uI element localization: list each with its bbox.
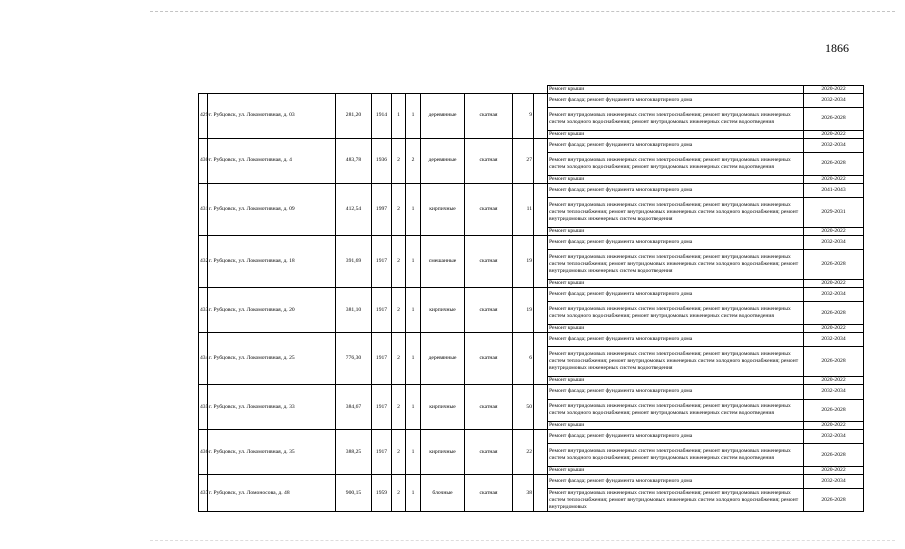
wall-material-cell: блочные [421, 475, 465, 512]
house-number-cell: 432 [199, 236, 208, 288]
work-cell: Ремонт внутридомовых инженерных систем электроснабжения; ремонт внутридомовых инженерных систем холодного водоснабжения; ремонт внутридомовых инженерных систем водоотведения [548, 153, 804, 176]
period-cell: 2020-2022 [804, 86, 864, 94]
leading-blank-cell [199, 86, 548, 94]
year-cell: 1959 [372, 475, 392, 512]
blank-cell [534, 430, 548, 475]
area-cell: 483,78 [336, 138, 372, 183]
period-cell: 2026-2028 [804, 399, 864, 422]
blank-cell [534, 475, 548, 512]
blank-cell [534, 183, 548, 235]
period-cell: 2026-2028 [804, 302, 864, 325]
period-cell: 2032-2034 [804, 93, 864, 107]
entrances-cell: 1 [406, 333, 421, 385]
blank-cell [534, 93, 548, 138]
residents-cell: 50 [513, 385, 534, 430]
period-cell: 2020-2022 [804, 227, 864, 235]
wall-material-cell: кирпичные [421, 385, 465, 430]
work-cell: Ремонт внутридомовых инженерных систем электроснабжения; ремонт внутридомовых инженерных систем теплоснабжения; ремонт внутридомовых инженерных систем холодного водоснабжения; ремонт внутридомовых инженерных систем водоотведения [548, 250, 804, 280]
work-cell: Ремонт внутридомовых инженерных систем электроснабжения; ремонт внутридомовых инженерных систем теплоснабжения; ремонт внутридомовых инженерных систем холодного водоснабжения; ремонт внутридомовых [548, 489, 804, 512]
period-cell: 2029-2031 [804, 198, 864, 228]
period-cell: 2032-2034 [804, 236, 864, 250]
work-cell: Ремонт крыши [548, 280, 804, 288]
year-cell: 1936 [372, 138, 392, 183]
residents-cell: 19 [513, 236, 534, 288]
address-cell: г. Рубцовск, ул. Локомотивная, д. 09 [208, 183, 336, 235]
floors-cell: 2 [392, 236, 406, 288]
wall-material-cell: деревянные [421, 138, 465, 183]
table-row [199, 288, 864, 302]
bottom-scan-rule [150, 540, 895, 541]
house-number-cell: 434 [199, 333, 208, 385]
address-cell: г. Рубцовск, ул. Локомотивная, д. 4 [208, 138, 336, 183]
period-cell: 2032-2034 [804, 288, 864, 302]
work-cell: Ремонт крыши [548, 324, 804, 332]
year-cell: 1917 [372, 430, 392, 475]
roof-type-cell: скатная [465, 475, 513, 512]
roof-type-cell: скатная [465, 430, 513, 475]
area-cell: 900,15 [336, 475, 372, 512]
blank-cell [534, 138, 548, 183]
work-cell: Ремонт крыши [548, 227, 804, 235]
top-scan-rule [150, 11, 895, 12]
floors-cell: 2 [392, 183, 406, 235]
wall-material-cell: деревянные [421, 333, 465, 385]
roof-type-cell: скатная [465, 183, 513, 235]
work-cell: Ремонт крыши [548, 467, 804, 475]
work-cell: Ремонт внутридомовых инженерных систем электроснабжения; ремонт внутридомовых инженерных систем теплоснабжения; ремонт внутридомовых инженерных систем холодного водоснабжения; ремонт внутридомовых инженерных систем водоотведения [548, 198, 804, 228]
work-cell: Ремонт фасада; ремонт фундамента многоквартирного дома [548, 183, 804, 197]
residents-cell: 11 [513, 183, 534, 235]
year-cell: 1997 [372, 183, 392, 235]
house-number-cell: 435 [199, 385, 208, 430]
table-row [199, 138, 864, 152]
floors-cell: 2 [392, 475, 406, 512]
floors-cell: 2 [392, 288, 406, 333]
work-cell: Ремонт фасада; ремонт фундамента многоквартирного дома [548, 430, 804, 444]
area-cell: 776,30 [336, 333, 372, 385]
period-cell: 2020-2022 [804, 175, 864, 183]
house-number-cell: 430 [199, 138, 208, 183]
work-cell: Ремонт фасада; ремонт фундамента многоквартирного дома [548, 385, 804, 399]
table-row [199, 430, 864, 444]
roof-type-cell: скатная [465, 385, 513, 430]
period-cell: 2020-2022 [804, 467, 864, 475]
area-cell: 412,54 [336, 183, 372, 235]
period-cell: 2026-2028 [804, 108, 864, 131]
address-cell: г. Рубцовск, ул. Ломоносова, д. 48 [208, 475, 336, 512]
address-cell: г. Рубцовск, ул. Локомотивная, д. 25 [208, 333, 336, 385]
house-number-cell: 436 [199, 430, 208, 475]
period-cell: 2026-2028 [804, 444, 864, 467]
period-cell: 2026-2028 [804, 153, 864, 176]
roof-type-cell: скатная [465, 138, 513, 183]
table-body [199, 86, 864, 512]
entrances-cell: 1 [406, 385, 421, 430]
work-cell: Ремонт фасада; ремонт фундамента многоквартирного дома [548, 475, 804, 489]
roof-type-cell: скатная [465, 93, 513, 138]
year-cell: 1917 [372, 333, 392, 385]
entrances-cell: 1 [406, 288, 421, 333]
area-cell: 381,10 [336, 288, 372, 333]
entrances-cell: 1 [406, 236, 421, 288]
floors-cell: 2 [392, 385, 406, 430]
wall-material-cell: кирпичные [421, 183, 465, 235]
area-cell: 384,67 [336, 385, 372, 430]
work-cell: Ремонт крыши [548, 86, 804, 94]
period-cell: 2020-2022 [804, 280, 864, 288]
table-row [199, 236, 864, 250]
period-cell: 2032-2034 [804, 430, 864, 444]
period-cell: 2041-2043 [804, 183, 864, 197]
work-cell: Ремонт фасада; ремонт фундамента многоквартирного дома [548, 236, 804, 250]
period-cell: 2026-2028 [804, 347, 864, 377]
entrances-cell: 1 [406, 183, 421, 235]
period-cell: 2020-2022 [804, 377, 864, 385]
work-cell: Ремонт крыши [548, 422, 804, 430]
blank-cell [534, 333, 548, 385]
work-cell: Ремонт внутридомовых инженерных систем электроснабжения; ремонт внутридомовых инженерных систем холодного водоснабжения; ремонт внутридомовых инженерных систем водоотведения [548, 399, 804, 422]
roof-type-cell: скатная [465, 333, 513, 385]
period-cell: 2020-2022 [804, 324, 864, 332]
address-cell: г. Рубцовск, ул. Локомотивная, д. 20 [208, 288, 336, 333]
year-cell: 1917 [372, 385, 392, 430]
house-number-cell: 437 [199, 475, 208, 512]
floors-cell: 2 [392, 138, 406, 183]
area-cell: 391,69 [336, 236, 372, 288]
residents-cell: 9 [513, 93, 534, 138]
period-cell: 2026-2028 [804, 250, 864, 280]
work-cell: Ремонт фасада; ремонт фундамента многоквартирного дома [548, 333, 804, 347]
period-cell: 2032-2034 [804, 138, 864, 152]
wall-material-cell: кирпичные [421, 288, 465, 333]
address-cell: г. Рубцовск, ул. Локомотивная, д. 18 [208, 236, 336, 288]
period-cell: 2032-2034 [804, 333, 864, 347]
work-cell: Ремонт фасада; ремонт фундамента многоквартирного дома [548, 138, 804, 152]
wall-material-cell: кирпичные [421, 430, 465, 475]
residents-cell: 27 [513, 138, 534, 183]
year-cell: 1917 [372, 236, 392, 288]
house-number-cell: 433 [199, 288, 208, 333]
floors-cell: 1 [392, 93, 406, 138]
period-cell: 2020-2022 [804, 422, 864, 430]
work-cell: Ремонт крыши [548, 175, 804, 183]
house-number-cell: 429 [199, 93, 208, 138]
wall-material-cell: смешанные [421, 236, 465, 288]
table-row [199, 183, 864, 197]
residents-cell: 6 [513, 333, 534, 385]
page-number: 1866 [825, 41, 849, 55]
floors-cell: 2 [392, 430, 406, 475]
table-row [199, 333, 864, 347]
work-cell: Ремонт внутридомовых инженерных систем электроснабжения; ремонт внутридомовых инженерных систем теплоснабжения; ремонт внутридомовых инженерных систем холодного водоснабжения; ремонт внутридомовых инженерных систем водоотведения [548, 347, 804, 377]
residents-cell: 19 [513, 288, 534, 333]
entrances-cell: 1 [406, 475, 421, 512]
wall-material-cell: деревянные [421, 93, 465, 138]
work-cell: Ремонт фасада; ремонт фундамента многоквартирного дома [548, 288, 804, 302]
capital-repair-table [198, 85, 864, 512]
blank-cell [534, 385, 548, 430]
residents-cell: 22 [513, 430, 534, 475]
work-cell: Ремонт крыши [548, 130, 804, 138]
leading-work-row [199, 86, 864, 94]
blank-cell [534, 288, 548, 333]
address-cell: г. Рубцовск, ул. Локомотивная, д. 35 [208, 430, 336, 475]
area-cell: 281,20 [336, 93, 372, 138]
table-row [199, 385, 864, 399]
year-cell: 1914 [372, 93, 392, 138]
entrances-cell: 1 [406, 93, 421, 138]
residents-cell: 38 [513, 475, 534, 512]
house-number-cell: 431 [199, 183, 208, 235]
period-cell: 2032-2034 [804, 475, 864, 489]
year-cell: 1917 [372, 288, 392, 333]
period-cell: 2032-2034 [804, 385, 864, 399]
work-cell: Ремонт фасада; ремонт фундамента многоквартирного дома [548, 93, 804, 107]
work-cell: Ремонт крыши [548, 377, 804, 385]
entrances-cell: 1 [406, 430, 421, 475]
entrances-cell: 2 [406, 138, 421, 183]
blank-cell [534, 236, 548, 288]
work-cell: Ремонт внутридомовых инженерных систем электроснабжения; ремонт внутридомовых инженерных систем холодного водоснабжения; ремонт внутридомовых инженерных систем водоотведения [548, 302, 804, 325]
period-cell: 2026-2028 [804, 489, 864, 512]
period-cell: 2020-2022 [804, 130, 864, 138]
roof-type-cell: скатная [465, 288, 513, 333]
table-row [199, 475, 864, 489]
roof-type-cell: скатная [465, 236, 513, 288]
address-cell: г. Рубцовск, ул. Локомотивная, д. 03 [208, 93, 336, 138]
work-cell: Ремонт внутридомовых инженерных систем электроснабжения; ремонт внутридомовых инженерных систем холодного водоснабжения; ремонт внутридомовых инженерных систем водоотведения [548, 444, 804, 467]
table-row [199, 93, 864, 107]
work-cell: Ремонт внутридомовых инженерных систем электроснабжения; ремонт внутридомовых инженерных систем холодного водоснабжения; ремонт внутридомовых инженерных систем водоотведения [548, 108, 804, 131]
address-cell: г. Рубцовск, ул. Локомотивная, д. 33 [208, 385, 336, 430]
floors-cell: 2 [392, 333, 406, 385]
area-cell: 388,25 [336, 430, 372, 475]
